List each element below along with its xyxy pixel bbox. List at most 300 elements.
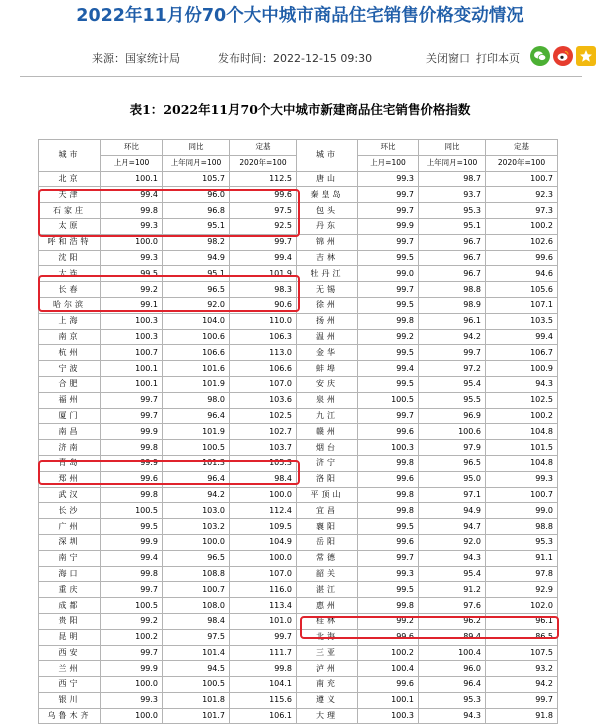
source-label: 来源：国家统计局 [92, 52, 180, 65]
table-row [39, 392, 558, 408]
table-cell-base: 94.6 [486, 266, 558, 282]
table-cell-mom: 99.5 [101, 519, 163, 535]
table-cell-city: 太原 [39, 218, 101, 234]
header-yoy: 同比 [419, 140, 486, 156]
table-cell-yoy: 95.5 [419, 392, 486, 408]
header-row [39, 140, 558, 156]
table-title: 表1：2022年11月70个大中城市新建商品住宅销售价格指数 [129, 102, 471, 117]
table-cell-mom: 100.4 [358, 661, 419, 677]
table-cell-yoy: 101.9 [163, 424, 230, 440]
table-row [39, 218, 558, 234]
table-cell-yoy: 98.8 [419, 282, 486, 298]
header-city: 城市 [39, 140, 101, 172]
table-cell-city: 厦门 [39, 408, 101, 424]
table-cell-yoy: 95.3 [419, 203, 486, 219]
table-cell-city: 秦皇岛 [297, 187, 358, 203]
table-cell-mom: 100.7 [101, 345, 163, 361]
table-cell-yoy: 96.5 [163, 550, 230, 566]
table-cell-base: 98.3 [230, 282, 297, 298]
table-cell-mom: 100.3 [358, 708, 419, 724]
table-cell-base: 107.1 [486, 297, 558, 313]
table-cell-yoy: 101.8 [163, 692, 230, 708]
table-cell-yoy: 101.6 [163, 361, 230, 377]
table-cell-mom: 100.1 [101, 361, 163, 377]
table-cell-yoy: 100.5 [163, 677, 230, 693]
table-cell-mom: 100.0 [101, 234, 163, 250]
table-row [39, 424, 558, 440]
table-row [39, 440, 558, 456]
table-cell-mom: 100.3 [101, 329, 163, 345]
table-cell-base: 99.4 [486, 329, 558, 345]
table-cell-mom: 99.5 [101, 266, 163, 282]
table-row [39, 329, 558, 345]
table-cell-mom: 99.4 [101, 550, 163, 566]
table-cell-mom: 99.5 [358, 345, 419, 361]
table-cell-yoy: 106.6 [163, 345, 230, 361]
table-cell-base: 99.4 [230, 250, 297, 266]
table-cell-mom: 99.8 [101, 487, 163, 503]
table-cell-city: 温州 [297, 329, 358, 345]
table-cell-city: 洛阳 [297, 471, 358, 487]
table-cell-base: 106.6 [230, 361, 297, 377]
table-row [39, 550, 558, 566]
table-cell-city: 兰州 [39, 661, 101, 677]
table-cell-mom: 100.1 [358, 692, 419, 708]
table-row [39, 582, 558, 598]
table-cell-yoy: 98.9 [419, 297, 486, 313]
table-cell-mom: 100.5 [101, 598, 163, 614]
table-cell-yoy: 104.0 [163, 313, 230, 329]
table-cell-base: 105.3 [230, 455, 297, 471]
table-cell-base: 105.6 [486, 282, 558, 298]
table-cell-city: 遵义 [297, 692, 358, 708]
table-row [39, 297, 558, 313]
table-cell-yoy: 101.4 [163, 645, 230, 661]
table-cell-city: 扬州 [297, 313, 358, 329]
table-cell-city: 南宁 [39, 550, 101, 566]
table-cell-base: 103.6 [230, 392, 297, 408]
table-cell-mom: 99.6 [358, 534, 419, 550]
table-cell-yoy: 96.7 [419, 234, 486, 250]
table-cell-city: 牡丹江 [297, 266, 358, 282]
table-cell-base: 100.2 [486, 408, 558, 424]
table-cell-base: 100.0 [230, 487, 297, 503]
table-cell-base: 99.6 [486, 250, 558, 266]
table-cell-yoy: 100.7 [163, 582, 230, 598]
table-cell-base: 91.8 [486, 708, 558, 724]
table-cell-yoy: 100.5 [163, 440, 230, 456]
table-row [39, 677, 558, 693]
table-cell-yoy: 95.4 [419, 376, 486, 392]
table-cell-yoy: 89.4 [419, 629, 486, 645]
table-cell-base: 107.5 [486, 645, 558, 661]
table-cell-base: 115.6 [230, 692, 297, 708]
table-cell-base: 92.3 [486, 187, 558, 203]
table-cell-yoy: 95.3 [419, 692, 486, 708]
table-cell-mom: 99.7 [101, 408, 163, 424]
table-cell-yoy: 94.5 [163, 661, 230, 677]
weibo-icon[interactable] [553, 46, 573, 66]
table-cell-mom: 99.8 [101, 566, 163, 582]
table-cell-yoy: 98.0 [163, 392, 230, 408]
table-row [39, 234, 558, 250]
table-row [39, 171, 558, 187]
table-cell-base: 93.2 [486, 661, 558, 677]
table-cell-mom: 100.3 [101, 313, 163, 329]
table-cell-yoy: 96.4 [163, 408, 230, 424]
table-cell-yoy: 94.3 [419, 550, 486, 566]
table-cell-base: 111.7 [230, 645, 297, 661]
table-cell-mom: 100.0 [101, 677, 163, 693]
table-cell-mom: 99.2 [358, 613, 419, 629]
table-cell-city: 徐州 [297, 297, 358, 313]
table-cell-city: 沈阳 [39, 250, 101, 266]
table-cell-city: 大理 [297, 708, 358, 724]
header-mom: 环比 [101, 140, 163, 156]
table-cell-mom: 99.7 [358, 234, 419, 250]
table-cell-city: 重庆 [39, 582, 101, 598]
table-cell-mom: 99.6 [358, 677, 419, 693]
table-cell-city: 泸州 [297, 661, 358, 677]
table-cell-yoy: 98.4 [163, 613, 230, 629]
table-cell-mom: 99.9 [101, 424, 163, 440]
table-cell-mom: 99.7 [101, 392, 163, 408]
table-cell-base: 104.9 [230, 534, 297, 550]
table-cell-base: 92.9 [486, 582, 558, 598]
table-cell-base: 86.5 [486, 629, 558, 645]
table-cell-city: 济宁 [297, 455, 358, 471]
table-cell-yoy: 96.2 [419, 613, 486, 629]
table-cell-yoy: 108.0 [163, 598, 230, 614]
table-cell-city: 吉林 [297, 250, 358, 266]
table-cell-yoy: 95.1 [419, 218, 486, 234]
table-cell-city: 上海 [39, 313, 101, 329]
table-cell-mom: 99.8 [101, 440, 163, 456]
table-row [39, 203, 558, 219]
table-cell-city: 武汉 [39, 487, 101, 503]
table-cell-yoy: 97.9 [419, 440, 486, 456]
table-cell-mom: 99.2 [101, 613, 163, 629]
table-cell-mom: 100.5 [101, 503, 163, 519]
table-cell-mom: 99.5 [358, 376, 419, 392]
table-cell-city: 郑州 [39, 471, 101, 487]
table-cell-base: 116.0 [230, 582, 297, 598]
table-cell-mom: 99.1 [101, 297, 163, 313]
table-row [39, 345, 558, 361]
table-row [39, 503, 558, 519]
table-cell-city: 海口 [39, 566, 101, 582]
table-cell-city: 大连 [39, 266, 101, 282]
qzone-icon[interactable] [576, 46, 596, 66]
table-cell-yoy: 97.1 [419, 487, 486, 503]
table-cell-city: 宁波 [39, 361, 101, 377]
table-cell-yoy: 108.8 [163, 566, 230, 582]
table-cell-mom: 99.2 [101, 282, 163, 298]
table-cell-mom: 99.7 [358, 187, 419, 203]
table-cell-base: 110.0 [230, 313, 297, 329]
table-cell-mom: 99.6 [101, 471, 163, 487]
table-cell-mom: 100.2 [358, 645, 419, 661]
table-cell-base: 99.7 [486, 692, 558, 708]
table-cell-base: 99.7 [230, 629, 297, 645]
table-cell-city: 丹东 [297, 218, 358, 234]
header-city: 城市 [297, 140, 358, 172]
table-cell-yoy: 98.2 [163, 234, 230, 250]
table-cell-city: 襄阳 [297, 519, 358, 535]
table-cell-city: 泉州 [297, 392, 358, 408]
table-cell-yoy: 94.9 [419, 503, 486, 519]
table-cell-mom: 100.2 [101, 629, 163, 645]
table-cell-base: 96.1 [486, 613, 558, 629]
table-row [39, 629, 558, 645]
table-cell-mom: 99.7 [101, 582, 163, 598]
table-cell-yoy: 100.6 [163, 329, 230, 345]
table-cell-mom: 99.2 [358, 329, 419, 345]
table-cell-yoy: 92.0 [163, 297, 230, 313]
table-cell-base: 102.6 [486, 234, 558, 250]
table-cell-city: 长春 [39, 282, 101, 298]
table-cell-base: 100.7 [486, 487, 558, 503]
table-cell-mom: 100.1 [101, 376, 163, 392]
table-cell-base: 99.8 [230, 661, 297, 677]
table-cell-mom: 99.8 [358, 487, 419, 503]
table-cell-base: 109.5 [230, 519, 297, 535]
table-cell-city: 成都 [39, 598, 101, 614]
table-cell-base: 100.7 [486, 171, 558, 187]
table-cell-mom: 99.6 [358, 424, 419, 440]
header-mom-sub: 上月=100 [358, 155, 419, 171]
wechat-icon[interactable] [530, 46, 550, 66]
table-cell-base: 101.0 [230, 613, 297, 629]
table-row [39, 534, 558, 550]
table-cell-city: 唐山 [297, 171, 358, 187]
table-cell-base: 100.9 [486, 361, 558, 377]
table-cell-yoy: 100.6 [419, 424, 486, 440]
table-cell-yoy: 100.4 [419, 645, 486, 661]
table-cell-city: 北海 [297, 629, 358, 645]
table-cell-yoy: 98.7 [419, 171, 486, 187]
table-row [39, 566, 558, 582]
table-cell-mom: 99.5 [358, 519, 419, 535]
table-cell-yoy: 96.0 [419, 661, 486, 677]
print-button[interactable]: 打印本页 [476, 52, 520, 65]
table-cell-yoy: 96.5 [163, 282, 230, 298]
table-cell-yoy: 99.7 [419, 345, 486, 361]
table-cell-mom: 100.5 [358, 392, 419, 408]
table-cell-yoy: 94.7 [419, 519, 486, 535]
table-cell-city: 南京 [39, 329, 101, 345]
table-cell-mom: 100.0 [101, 708, 163, 724]
table-cell-base: 103.5 [486, 313, 558, 329]
table-cell-base: 104.1 [230, 677, 297, 693]
table-row [39, 455, 558, 471]
table-cell-mom: 99.8 [358, 313, 419, 329]
divider [20, 76, 582, 77]
table-cell-city: 韶关 [297, 566, 358, 582]
table-cell-mom: 99.7 [101, 645, 163, 661]
table-row [39, 487, 558, 503]
table-cell-yoy: 94.2 [419, 329, 486, 345]
table-cell-city: 锦州 [297, 234, 358, 250]
table-cell-base: 102.5 [230, 408, 297, 424]
table-cell-mom: 99.7 [358, 550, 419, 566]
header-base-sub: 2020年=100 [486, 155, 558, 171]
table-cell-base: 101.5 [486, 440, 558, 456]
table-row [39, 708, 558, 724]
table-cell-city: 无锡 [297, 282, 358, 298]
table-cell-city: 包头 [297, 203, 358, 219]
table-cell-base: 104.8 [486, 424, 558, 440]
table-cell-mom: 99.3 [101, 692, 163, 708]
table-cell-mom: 99.8 [358, 455, 419, 471]
table-cell-base: 112.4 [230, 503, 297, 519]
table-cell-yoy: 103.0 [163, 503, 230, 519]
table-cell-base: 113.0 [230, 345, 297, 361]
table-cell-city: 济南 [39, 440, 101, 456]
table-cell-city: 贵阳 [39, 613, 101, 629]
table-cell-yoy: 92.0 [419, 534, 486, 550]
table-cell-base: 101.9 [230, 266, 297, 282]
table-cell-city: 北京 [39, 171, 101, 187]
table-cell-base: 97.5 [230, 203, 297, 219]
table-cell-city: 长沙 [39, 503, 101, 519]
table-cell-yoy: 95.0 [419, 471, 486, 487]
header-base: 定基 [230, 140, 297, 156]
table-cell-city: 呼和浩特 [39, 234, 101, 250]
table-cell-mom: 99.7 [358, 408, 419, 424]
table-cell-mom: 99.5 [358, 297, 419, 313]
table-cell-yoy: 96.7 [419, 250, 486, 266]
table-cell-mom: 99.7 [358, 282, 419, 298]
table-cell-city: 乌鲁木齐 [39, 708, 101, 724]
table-cell-base: 107.0 [230, 376, 297, 392]
table-cell-yoy: 97.6 [419, 598, 486, 614]
table-cell-base: 102.7 [230, 424, 297, 440]
table-cell-base: 99.7 [230, 234, 297, 250]
table-cell-mom: 99.7 [358, 203, 419, 219]
table-cell-city: 哈尔滨 [39, 297, 101, 313]
table-cell-city: 南昌 [39, 424, 101, 440]
table-cell-base: 92.5 [230, 218, 297, 234]
table-cell-city: 西安 [39, 645, 101, 661]
table-row [39, 692, 558, 708]
table-cell-yoy: 105.7 [163, 171, 230, 187]
price-index-table [38, 139, 558, 724]
table-cell-base: 113.4 [230, 598, 297, 614]
table-cell-yoy: 96.7 [419, 266, 486, 282]
table-cell-city: 蚌埠 [297, 361, 358, 377]
table-cell-base: 106.7 [486, 345, 558, 361]
table-cell-base: 106.1 [230, 708, 297, 724]
table-cell-yoy: 96.0 [163, 187, 230, 203]
table-cell-base: 99.6 [230, 187, 297, 203]
table-cell-city: 昆明 [39, 629, 101, 645]
table-cell-base: 90.6 [230, 297, 297, 313]
table-cell-yoy: 96.1 [419, 313, 486, 329]
table-cell-base: 97.3 [486, 203, 558, 219]
table-cell-city: 金华 [297, 345, 358, 361]
table-cell-city: 惠州 [297, 598, 358, 614]
table-cell-yoy: 101.7 [163, 708, 230, 724]
table-cell-yoy: 93.7 [419, 187, 486, 203]
table-row [39, 282, 558, 298]
table-cell-yoy: 95.4 [419, 566, 486, 582]
table-cell-city: 三亚 [297, 645, 358, 661]
table-cell-mom: 99.5 [358, 582, 419, 598]
table-row [39, 187, 558, 203]
table-row [39, 645, 558, 661]
table-cell-yoy: 100.0 [163, 534, 230, 550]
table-cell-base: 97.8 [486, 566, 558, 582]
close-window-button[interactable]: 关闭窗口 [426, 52, 470, 65]
table-cell-base: 100.2 [486, 218, 558, 234]
table-cell-city: 天津 [39, 187, 101, 203]
table-cell-city: 福州 [39, 392, 101, 408]
table-cell-city: 青岛 [39, 455, 101, 471]
table-cell-yoy: 96.4 [419, 677, 486, 693]
table-row [39, 408, 558, 424]
header-yoy: 同比 [163, 140, 230, 156]
table-cell-base: 94.2 [486, 677, 558, 693]
table-cell-base: 107.0 [230, 566, 297, 582]
table-cell-mom: 99.3 [358, 171, 419, 187]
table-row [39, 519, 558, 535]
table-cell-yoy: 95.1 [163, 266, 230, 282]
table-cell-base: 95.3 [486, 534, 558, 550]
table-cell-yoy: 96.8 [163, 203, 230, 219]
table-cell-yoy: 96.5 [419, 455, 486, 471]
table-cell-base: 94.3 [486, 376, 558, 392]
table-cell-base: 99.3 [486, 471, 558, 487]
table-cell-base: 100.0 [230, 550, 297, 566]
table-cell-base: 99.0 [486, 503, 558, 519]
table-row [39, 661, 558, 677]
table-cell-mom: 99.6 [358, 629, 419, 645]
table-cell-mom: 99.4 [358, 361, 419, 377]
table-cell-mom: 100.1 [101, 171, 163, 187]
table-cell-yoy: 101.3 [163, 455, 230, 471]
table-cell-city: 深圳 [39, 534, 101, 550]
table-cell-yoy: 103.2 [163, 519, 230, 535]
table-cell-city: 石家庄 [39, 203, 101, 219]
table-cell-mom: 99.4 [101, 187, 163, 203]
table-cell-yoy: 94.2 [163, 487, 230, 503]
table-cell-mom: 99.9 [101, 534, 163, 550]
header-mom: 环比 [358, 140, 419, 156]
table-cell-city: 合肥 [39, 376, 101, 392]
table-cell-mom: 99.5 [358, 250, 419, 266]
table-cell-city: 杭州 [39, 345, 101, 361]
table-cell-mom: 99.0 [358, 266, 419, 282]
table-cell-city: 宜昌 [297, 503, 358, 519]
table-cell-base: 91.1 [486, 550, 558, 566]
table-row [39, 471, 558, 487]
table-cell-base: 104.8 [486, 455, 558, 471]
table-cell-yoy: 97.5 [163, 629, 230, 645]
table-cell-base: 112.5 [230, 171, 297, 187]
table-cell-base: 98.8 [486, 519, 558, 535]
table-cell-yoy: 94.3 [419, 708, 486, 724]
table-row [39, 266, 558, 282]
table-cell-base: 103.7 [230, 440, 297, 456]
table-row [39, 313, 558, 329]
table-cell-mom: 99.8 [358, 503, 419, 519]
table-cell-base: 106.3 [230, 329, 297, 345]
page-title: 2022年11月份70个大中城市商品住宅销售价格变动情况 [76, 6, 524, 26]
table-cell-city: 湛江 [297, 582, 358, 598]
table-cell-mom: 99.8 [101, 203, 163, 219]
table-cell-city: 银川 [39, 692, 101, 708]
